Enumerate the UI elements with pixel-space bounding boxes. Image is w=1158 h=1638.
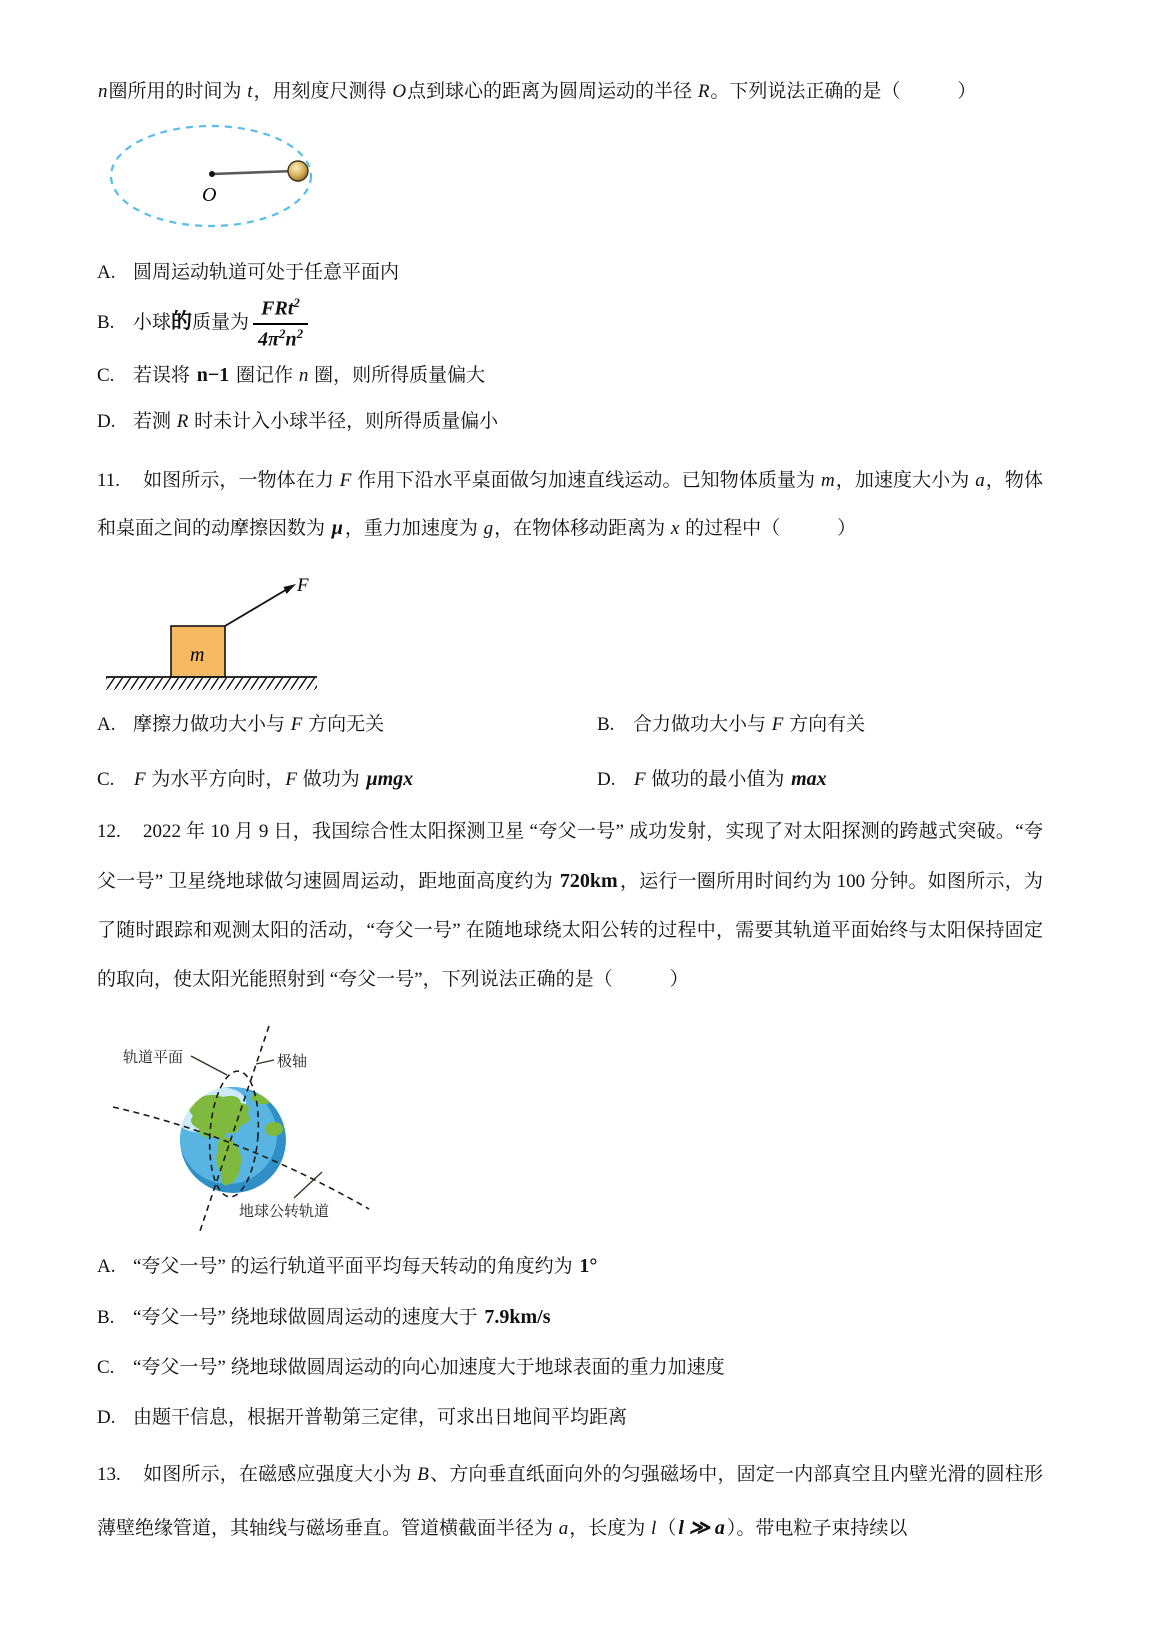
formula-n-minus-1: n−1 — [196, 364, 230, 387]
value-7-9kms: 7.9km/s — [484, 1306, 551, 1329]
option-label: D. — [597, 769, 616, 790]
force-label: F — [297, 575, 309, 597]
block-label: m — [190, 644, 205, 667]
option-text: “夸父一号” 绕地球做圆周运动的向心加速度大于地球表面的重力加速度 — [133, 1357, 725, 1379]
radius-rod — [212, 171, 295, 174]
center-dot — [209, 171, 215, 177]
var-F: F — [290, 714, 303, 736]
q11-options — [97, 711, 1043, 794]
var-x: x — [670, 518, 680, 540]
text-seg: ，长度为 — [569, 1517, 651, 1539]
q10-option-a — [97, 259, 1043, 287]
option-label: A. — [97, 1256, 116, 1278]
q11-option-b — [597, 711, 1043, 739]
fraction-denominator — [253, 323, 308, 352]
formula-max: max — [791, 768, 827, 790]
continent-east — [265, 1122, 283, 1136]
question-number: 13. — [97, 1464, 121, 1486]
option-text: 摩擦力做功大小与 — [133, 714, 290, 736]
var-a: a — [558, 1517, 569, 1539]
var-l: l — [651, 1517, 657, 1539]
circular-path-svg — [99, 121, 334, 235]
var-O: O — [392, 81, 407, 102]
earth-orbit-svg — [103, 1010, 455, 1232]
q11-option-a — [97, 711, 597, 739]
exam-page — [97, 78, 1043, 1555]
ground-hatch — [106, 678, 317, 690]
text-seg: 、方向垂直纸面向外的匀强磁场中，固定一内部真空且内壁光滑的圆柱形薄壁绝缘管道，其轴线与磁场垂直。管道横截面半径为 — [97, 1464, 1043, 1539]
block-force-svg — [99, 557, 419, 693]
option-label: C. — [97, 1357, 115, 1379]
q12-option-b — [97, 1303, 1043, 1332]
var-m: m — [820, 469, 835, 491]
circular-path-figure — [99, 121, 1043, 241]
option-text: 方向无关 — [303, 714, 385, 736]
option-text: 圈，则所得质量偏大 — [309, 365, 486, 387]
formula-mu: μ — [331, 517, 343, 540]
q10-option-c — [97, 361, 1043, 390]
var-F: F — [771, 714, 784, 736]
text-seg: 如图所示，在磁感应强度大小为 — [143, 1464, 417, 1486]
text-seg: ，物体和桌面之间的动摩擦因数为 — [97, 469, 1043, 540]
leader-polar-axis — [256, 1060, 274, 1064]
text-seg: ，用刻度尺测得 — [253, 81, 392, 102]
text-seg: 点到球心的距离为圆周运动的半径 — [407, 81, 697, 102]
var-R: R — [697, 81, 710, 102]
q12-option-d — [97, 1404, 1043, 1432]
var-R: R — [176, 411, 189, 433]
option-label: C. — [97, 365, 115, 387]
option-label: B. — [97, 1307, 115, 1329]
var-t: t — [247, 81, 253, 102]
text-seg: ，加速度大小为 — [835, 469, 975, 491]
q12-option-c — [97, 1354, 1043, 1382]
text-seg: 的过程中（ ） — [680, 518, 857, 540]
var-n: n — [98, 81, 108, 102]
option-text-bold: 的 — [171, 309, 193, 334]
force-arrow-shaft — [225, 588, 289, 626]
option-text: 圈记作 — [231, 365, 298, 387]
var-a: a — [975, 469, 985, 491]
option-text: “夸父一号” 绕地球做圆周运动的速度大于 — [133, 1307, 483, 1329]
option-text: 时未计入小球半径，则所得质量偏小 — [189, 411, 499, 433]
text-seg: ）。带电粒子束持续以 — [726, 1517, 908, 1539]
leader-orbit-plane — [191, 1056, 227, 1075]
q13-stem — [97, 1449, 1043, 1554]
option-label: A. — [97, 714, 116, 736]
center-label: O — [202, 183, 217, 206]
force-arrow-head — [284, 584, 297, 594]
option-label: C. — [97, 769, 115, 790]
option-text: “夸父一号” 的运行轨道平面平均每天转动的角度约为 — [133, 1256, 578, 1278]
superscript: 2 — [293, 295, 300, 311]
option-label: B. — [597, 714, 615, 736]
q10-intro — [97, 78, 1043, 107]
ball — [288, 161, 308, 181]
leader-earth-orbit — [294, 1172, 322, 1198]
var-F: F — [134, 769, 146, 790]
q11-stem — [97, 458, 1043, 554]
text-seg: 。下列说法正确的是（ ） — [710, 81, 977, 102]
formula-mu-mgx: μmgx — [366, 768, 414, 790]
text-seg: 作用下沿水平桌面做匀加速直线运动。已知物体质量为 — [352, 469, 820, 491]
label-orbit-plane: 轨道平面 — [123, 1050, 184, 1067]
label-polar-axis: 极轴 — [277, 1054, 308, 1071]
text-seg: （ — [657, 1517, 677, 1539]
option-label: D. — [97, 411, 116, 433]
fraction-numerator — [253, 296, 308, 323]
formula: FRt — [261, 297, 294, 320]
q11-option-c — [97, 765, 597, 794]
formula: n — [285, 328, 297, 351]
superscript: 2 — [296, 325, 304, 341]
option-text: 合力做功大小与 — [633, 714, 771, 736]
label-earth-orbit: 地球公转轨道 — [239, 1204, 330, 1221]
var-n: n — [298, 365, 309, 387]
text-seg: ，在物体移动距离为 — [494, 518, 670, 540]
text-seg: 2022 年 10 月 9 日，我国综合性太阳探测卫星 “夸父一号” 成功发射，实现了对太阳探测的跨越式突破。“夸父一号” 卫星绕地球做匀速圆周运动，距地面高度约为 — [97, 821, 1043, 893]
option-label: B. — [97, 312, 115, 334]
option-text: 做功的最小值为 — [646, 769, 790, 790]
q12-stem — [97, 808, 1043, 1004]
option-text: 方向有关 — [784, 714, 866, 736]
question-number: 11. — [97, 469, 121, 491]
q12-option-a — [97, 1252, 1043, 1281]
var-B: B — [417, 1464, 429, 1486]
superscript: 2 — [278, 325, 286, 341]
question-number: 12. — [97, 821, 121, 842]
option-text: 若误将 — [133, 365, 195, 387]
value-720km: 720km — [559, 870, 618, 893]
var-F: F — [339, 469, 352, 491]
option-text: 为水平方向时， — [146, 769, 285, 790]
option-text: 由题干信息，根据开普勒第三定律，可求出日地间平均距离 — [133, 1406, 628, 1428]
option-text: 质量为 — [192, 312, 250, 334]
option-text: 做功为 — [297, 769, 365, 790]
text-seg: ，运行一圈所用时间约为 100 分钟。如图所示，为了随时跟踪和观测太阳的活动，“夸父一号” 在随地球绕太阳公转的过程中，需要其轨道平面始终与太阳保持固定的取向，使太阳光能照射到 “夸父一号”，下列说法正确的是（ ） — [97, 871, 1043, 990]
var-F: F — [285, 769, 297, 790]
earth-globe — [171, 1080, 286, 1193]
q10-option-b — [97, 296, 1043, 351]
formula: 4π — [258, 328, 279, 351]
block-force-figure — [99, 557, 1043, 699]
q11-option-d — [597, 765, 1043, 794]
option-text: 若测 — [133, 411, 176, 433]
formula-l-much-greater-a: l ≫ a — [678, 1516, 725, 1539]
option-label: D. — [97, 1406, 116, 1428]
text-seg: ，重力加速度为 — [344, 518, 483, 540]
text-seg: 圈所用的时间为 — [108, 81, 247, 102]
option-text: 小球 — [133, 312, 172, 334]
mass-fraction — [253, 296, 308, 351]
var-g: g — [483, 518, 494, 540]
earth-orbit-figure — [103, 1010, 1043, 1238]
option-text: 圆周运动轨道可处于任意平面内 — [133, 261, 400, 283]
option-label: A. — [97, 261, 116, 283]
q10-option-d — [97, 408, 1043, 436]
text-seg: 如图所示，一物体在力 — [143, 469, 339, 491]
value-1-degree: 1° — [579, 1255, 598, 1278]
var-F: F — [634, 769, 646, 790]
